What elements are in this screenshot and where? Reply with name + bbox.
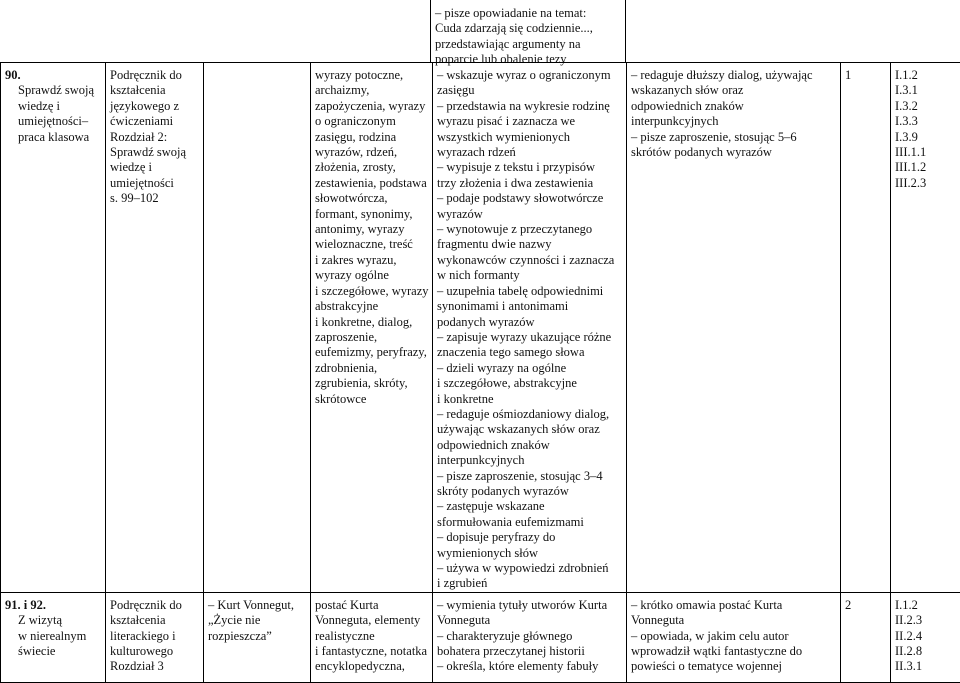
hours-cell xyxy=(841,592,891,682)
basic-requirements-cell xyxy=(433,63,627,593)
cell-line: – krótko omawia postać Kurta xyxy=(631,598,836,613)
cell-line: zaproszenie, xyxy=(315,330,428,345)
cell-line: – podaje podstawy słowotwórcze xyxy=(437,191,622,206)
cell-line: 1 xyxy=(845,68,886,83)
cell-line: realistyczne xyxy=(315,629,428,644)
cell-line: eufemizmy, peryfrazy, xyxy=(315,345,428,360)
cell-line: używając wskazanych słów oraz xyxy=(437,422,622,437)
cell-line: II.3.1 xyxy=(895,659,956,674)
cell-line: – określa, które elementy fabuły xyxy=(437,659,622,674)
cell-line: abstrakcyjne xyxy=(315,299,428,314)
cell-line: Vonneguta xyxy=(631,613,836,628)
cell-line: i konkretne xyxy=(437,392,622,407)
cell-line: odpowiednich znaków xyxy=(631,99,836,114)
cell-line: literackiego i xyxy=(110,629,199,644)
cell-line: umiejętności xyxy=(110,176,199,191)
cell-line: encyklopedyczna, xyxy=(315,659,428,674)
cell-line: Sprawdź swoją xyxy=(5,83,101,98)
cell-line: – pisze zaproszenie, stosując 5–6 xyxy=(631,130,836,145)
cell-line: – używa w wypowiedzi zdrobnień xyxy=(437,561,622,576)
cell-line: powieści o tematyce wojennej xyxy=(631,659,836,674)
basic-requirements-cell xyxy=(433,592,627,682)
cell-line: wyrazów, rdzeń, xyxy=(315,145,428,160)
cell-line: wyrazy ogólne xyxy=(315,268,428,283)
cell-line: Rozdział 2: xyxy=(110,130,199,145)
cell-line: Vonneguta xyxy=(437,613,622,628)
cell-line: „Życie nie xyxy=(208,613,306,628)
texts-cell xyxy=(204,63,311,593)
cell-line: interpunkcyjnych xyxy=(437,453,622,468)
cell-line: – zapisuje wyrazy ukazujące różne xyxy=(437,330,622,345)
cell-line: zasięgu xyxy=(437,83,622,98)
texts-cell xyxy=(204,592,311,682)
cell-line: – dopisuje peryfrazy do xyxy=(437,530,622,545)
cell-line: odpowiednich znaków xyxy=(437,438,622,453)
cell-line: rozpieszcza” xyxy=(208,629,306,644)
materials-cell xyxy=(106,592,204,682)
cell-line: II.2.3 xyxy=(895,613,956,628)
lesson-topic-cell xyxy=(1,63,106,593)
cell-line: Rozdział 3 xyxy=(110,659,199,674)
cell-line: zdrobnienia, xyxy=(315,361,428,376)
cell-line: I.3.2 xyxy=(895,99,956,114)
cell-line: umiejętności– xyxy=(5,114,101,129)
cell-line: III.1.2 xyxy=(895,160,956,175)
cell-line: wprowadził wątki fantastyczne do xyxy=(631,644,836,659)
cell-line: w nierealnym xyxy=(5,629,101,644)
cell-line: Sprawdź swoją xyxy=(110,145,199,160)
cell-line: poparcie lub obalenie tezy xyxy=(435,52,621,67)
cell-line: III.2.3 xyxy=(895,176,956,191)
concepts-cell xyxy=(311,63,433,593)
cell-line: bohatera przeczytanej historii xyxy=(437,644,622,659)
cell-line: s. 99–102 xyxy=(110,191,199,206)
table-row xyxy=(1,63,960,593)
cell-line: sformułowania eufemizmami xyxy=(437,515,622,530)
cell-line: Z wizytą xyxy=(5,613,101,628)
cell-line: I.3.1 xyxy=(895,83,956,98)
cell-line: Podręcznik do xyxy=(110,598,199,613)
cell-line: wskazanych słów oraz xyxy=(631,83,836,98)
extended-requirements-cell xyxy=(627,592,841,682)
cell-line: I.3.9 xyxy=(895,130,956,145)
concepts-cell xyxy=(311,592,433,682)
cell-line: – zastępuje wskazane xyxy=(437,499,622,514)
cell-line: archaizmy, xyxy=(315,83,428,98)
cell-line: kształcenia xyxy=(110,613,199,628)
cell-line: i szczegółowe, abstrakcyjne xyxy=(437,376,622,391)
cell-line: wyrazach rdzeń xyxy=(437,145,622,160)
cell-line: formant, synonimy, xyxy=(315,207,428,222)
cell-line: postać Kurta xyxy=(315,598,428,613)
top-cell-text xyxy=(431,0,625,68)
cell-line: antonimy, wyrazy xyxy=(315,222,428,237)
cell-line: fragmentu dwie nazwy xyxy=(437,237,622,252)
cell-line: wyrazu pisać i zaznacza we xyxy=(437,114,622,129)
cell-line: wykonawców czynności i zaznacza xyxy=(437,253,622,268)
hours-cell xyxy=(841,63,891,593)
cell-line: i zakres wyrazu, xyxy=(315,253,428,268)
cell-line: – Kurt Vonnegut, xyxy=(208,598,306,613)
cell-line: kulturowego xyxy=(110,644,199,659)
cell-line: zapożyczenia, wyrazy xyxy=(315,99,428,114)
cell-line: synonimami i antonimami xyxy=(437,299,622,314)
materials-cell xyxy=(106,63,204,593)
cell-line: podanych wyrazów xyxy=(437,315,622,330)
cell-line: – redaguje dłuższy dialog, używając xyxy=(631,68,836,83)
cell-line: skróty podanych wyrazów xyxy=(437,484,622,499)
cell-line: I.1.2 xyxy=(895,68,956,83)
cell-line: świecie xyxy=(5,644,101,659)
cell-line: – pisze opowiadanie na temat: xyxy=(435,6,621,21)
cell-line: zgrubienia, skróty, xyxy=(315,376,428,391)
cell-line: – przedstawia na wykresie rodzinę xyxy=(437,99,622,114)
curriculum-codes-cell xyxy=(891,592,960,682)
cell-line: w nich formanty xyxy=(437,268,622,283)
cell-line: wymienionych słów xyxy=(437,546,622,561)
cell-line: skrótowce xyxy=(315,392,428,407)
cell-line: przedstawiając argumenty na xyxy=(435,37,621,52)
cell-line: II.2.4 xyxy=(895,629,956,644)
cell-line: – wynotowuje z przeczytanego xyxy=(437,222,622,237)
extended-requirements-cell xyxy=(627,63,841,593)
cell-line: I.3.3 xyxy=(895,114,956,129)
cell-line: interpunkcyjnych xyxy=(631,114,836,129)
cell-line: II.2.8 xyxy=(895,644,956,659)
cell-line: Podręcznik do xyxy=(110,68,199,83)
cell-line: skrótów podanych wyrazów xyxy=(631,145,836,160)
cell-line: praca klasowa xyxy=(5,130,101,145)
cell-line: językowego z xyxy=(110,99,199,114)
lesson-plan-table xyxy=(0,62,960,683)
cell-line: – wskazuje wyraz o ograniczonym xyxy=(437,68,622,83)
cell-line: ćwiczeniami xyxy=(110,114,199,129)
cell-line: 2 xyxy=(845,598,886,613)
cell-line: i fantastyczne, notatka xyxy=(315,644,428,659)
table-row xyxy=(1,592,960,682)
cell-line: zestawienia, podstawa xyxy=(315,176,428,191)
cell-line: – wymienia tytuły utworów Kurta xyxy=(437,598,622,613)
cell-line: wieloznaczne, treść xyxy=(315,237,428,252)
cell-line: wszystkich wymienionych xyxy=(437,130,622,145)
cell-line: i konkretne, dialog, xyxy=(315,315,428,330)
cell-line: zasięgu, rodzina xyxy=(315,130,428,145)
cell-line: 91. i 92. xyxy=(5,598,101,613)
cell-line: Cuda zdarzają się codziennie..., xyxy=(435,21,621,36)
cell-line: kształcenia xyxy=(110,83,199,98)
cell-line: 90. xyxy=(5,68,101,83)
top-continued-cell xyxy=(430,0,626,63)
cell-line: i szczegółowe, wyrazy xyxy=(315,284,428,299)
cell-line: wyrazów xyxy=(437,207,622,222)
cell-line: znaczenia tego samego słowa xyxy=(437,345,622,360)
cell-line: III.1.1 xyxy=(895,145,956,160)
cell-line: słowotwórcza, xyxy=(315,191,428,206)
cell-line: o ograniczonym xyxy=(315,114,428,129)
cell-line: wiedzę i xyxy=(5,99,101,114)
cell-line: – opowiada, w jakim celu autor xyxy=(631,629,836,644)
cell-line: – charakteryzuje głównego xyxy=(437,629,622,644)
cell-line: – dzieli wyrazy na ogólne xyxy=(437,361,622,376)
cell-line: wiedzę i xyxy=(110,160,199,175)
cell-line: – redaguje ośmiozdaniowy dialog, xyxy=(437,407,622,422)
cell-line: – pisze zaproszenie, stosując 3–4 xyxy=(437,469,622,484)
cell-line: złożenia, zrosty, xyxy=(315,160,428,175)
cell-line: trzy złożenia i dwa zestawienia xyxy=(437,176,622,191)
cell-line: – wypisuje z tekstu i przypisów xyxy=(437,160,622,175)
lesson-topic-cell xyxy=(1,592,106,682)
curriculum-codes-cell xyxy=(891,63,960,593)
cell-line: – uzupełnia tabelę odpowiednimi xyxy=(437,284,622,299)
cell-line: wyrazy potoczne, xyxy=(315,68,428,83)
cell-line: I.1.2 xyxy=(895,598,956,613)
cell-line: Vonneguta, elementy xyxy=(315,613,428,628)
cell-line: i zgrubień xyxy=(437,576,622,591)
